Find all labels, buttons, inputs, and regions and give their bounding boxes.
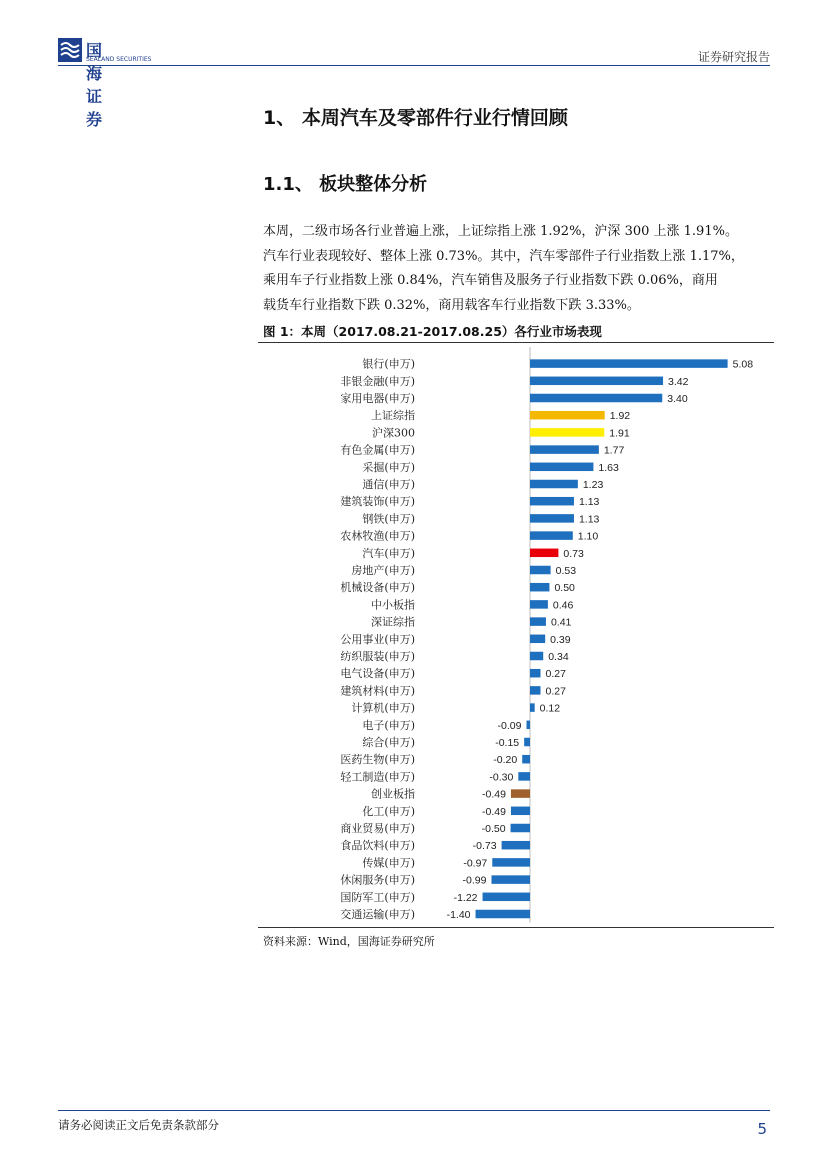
bar bbox=[483, 893, 530, 902]
category-label: 通信(申万) bbox=[362, 478, 415, 491]
industry-performance-chart bbox=[258, 345, 774, 925]
bar bbox=[530, 600, 548, 609]
category-label: 综合(申万) bbox=[362, 736, 415, 749]
data-label: 5.08 bbox=[732, 358, 754, 371]
figure-top-rule bbox=[258, 342, 774, 343]
category-label: 上证综指 bbox=[371, 409, 415, 423]
data-label: 0.27 bbox=[545, 668, 566, 681]
sealand-logo-icon bbox=[58, 38, 82, 62]
data-label: -0.20 bbox=[493, 754, 518, 767]
bar bbox=[530, 445, 599, 454]
bar bbox=[492, 858, 530, 867]
bar bbox=[511, 789, 530, 798]
bar bbox=[491, 875, 530, 884]
category-label: 医药生物(申万) bbox=[340, 753, 415, 767]
bar bbox=[530, 566, 551, 575]
data-label: -0.99 bbox=[462, 874, 487, 887]
bar bbox=[530, 583, 549, 592]
data-label: -1.40 bbox=[446, 909, 471, 921]
data-label: -0.73 bbox=[472, 840, 497, 853]
category-label: 非银金融(申万) bbox=[340, 374, 415, 388]
bar bbox=[511, 807, 530, 816]
bar bbox=[530, 394, 662, 403]
bar bbox=[530, 531, 573, 540]
paragraph-line: 汽车行业表现较好、整体上涨 0.73%。其中，汽车零部件子行业指数上涨 1.17%， bbox=[263, 248, 744, 264]
figure-source: 资料来源：Wind，国海证券研究所 bbox=[263, 935, 435, 948]
category-label: 中小板指 bbox=[371, 598, 415, 612]
figure-title: 图 1：本周（2017.08.21-2017.08.25）各行业市场表现 bbox=[263, 324, 602, 339]
bar bbox=[530, 377, 663, 386]
page-number: 5 bbox=[757, 1120, 767, 1138]
category-label: 银行(申万) bbox=[362, 357, 415, 371]
bar bbox=[530, 497, 574, 506]
category-label: 纺织服装(申万) bbox=[340, 650, 415, 663]
bar bbox=[530, 549, 558, 558]
paragraph-line: 乘用车子行业指数上涨 0.84%，汽车销售及服务子行业指数下跌 0.06%，商用 bbox=[263, 273, 718, 288]
bar bbox=[530, 359, 728, 368]
data-label: 0.27 bbox=[545, 685, 566, 698]
bar bbox=[476, 910, 530, 919]
report-type: 证券研究报告 bbox=[697, 50, 770, 64]
category-label: 轻工制造(申万) bbox=[340, 770, 415, 784]
data-label: -0.49 bbox=[482, 805, 506, 818]
data-label: 0.46 bbox=[552, 599, 574, 612]
bar bbox=[530, 669, 541, 678]
bar bbox=[530, 652, 543, 661]
data-label: 3.42 bbox=[668, 375, 689, 388]
bar bbox=[530, 411, 605, 420]
bar bbox=[530, 686, 541, 695]
category-label: 商业贸易(申万) bbox=[340, 822, 415, 835]
section-heading: 1、 本周汽车及零部件行业行情回顾 bbox=[263, 107, 568, 129]
bar bbox=[522, 755, 530, 764]
logo-text-cn: 国海证券 bbox=[86, 41, 104, 129]
category-label: 机械设备(申万) bbox=[340, 581, 415, 595]
footer-divider bbox=[58, 1110, 770, 1111]
category-label: 传媒(申万) bbox=[362, 856, 415, 870]
category-label: 国防军工(申万) bbox=[340, 890, 415, 904]
data-label: 0.73 bbox=[563, 547, 584, 560]
bar bbox=[526, 721, 530, 730]
category-label: 采掘(申万) bbox=[362, 460, 415, 474]
category-label: 建筑材料(申万) bbox=[340, 684, 415, 698]
data-label: 1.77 bbox=[603, 444, 625, 457]
data-label: 0.53 bbox=[555, 565, 577, 577]
disclaimer-note: 请务必阅读正文后免责条款部分 bbox=[58, 1118, 219, 1132]
data-label: 1.13 bbox=[578, 496, 600, 509]
paragraph-line: 载货车行业指数下跌 0.32%，商用载客车行业指数下跌 3.33%。 bbox=[263, 297, 640, 313]
data-label: 0.12 bbox=[539, 702, 561, 715]
bar bbox=[524, 738, 530, 747]
category-label: 电子(申万) bbox=[362, 718, 415, 732]
category-label: 汽车(申万) bbox=[362, 546, 415, 560]
logo-text-en: SEALAND SECURITIES bbox=[86, 56, 152, 63]
paragraph-line: 本周，二级市场各行业普遍上涨，上证综指上涨 1.92%，沪深 300 上涨 1.91%。 bbox=[263, 224, 738, 239]
data-label: 1.92 bbox=[609, 410, 631, 423]
data-label: 1.63 bbox=[598, 461, 619, 474]
data-label: -1.22 bbox=[453, 891, 478, 904]
data-label: -0.50 bbox=[481, 823, 506, 835]
data-label: 1.10 bbox=[577, 530, 599, 543]
bar bbox=[530, 480, 578, 489]
category-label: 沪深300 bbox=[372, 426, 415, 440]
data-label: -0.97 bbox=[463, 857, 488, 870]
category-label: 农林牧渔(申万) bbox=[340, 529, 415, 543]
bar bbox=[530, 635, 545, 644]
body-paragraph bbox=[263, 220, 771, 318]
data-label: 1.91 bbox=[609, 427, 630, 440]
bar bbox=[530, 703, 535, 712]
category-label: 深证综指 bbox=[371, 615, 415, 629]
category-label: 化工(申万) bbox=[362, 804, 415, 818]
bar bbox=[511, 824, 530, 833]
data-label: 0.34 bbox=[548, 651, 569, 663]
bar bbox=[530, 463, 593, 472]
bar bbox=[530, 514, 574, 523]
data-label: 0.50 bbox=[554, 582, 575, 595]
data-label: -0.49 bbox=[482, 788, 506, 801]
data-label: 1.23 bbox=[582, 479, 604, 491]
data-label: 3.40 bbox=[667, 393, 688, 405]
data-label: -0.15 bbox=[495, 737, 520, 749]
category-label: 交通运输(申万) bbox=[340, 908, 415, 921]
data-label: 0.39 bbox=[550, 633, 571, 646]
category-label: 家用电器(申万) bbox=[340, 392, 415, 405]
category-label: 计算机(申万) bbox=[351, 701, 415, 715]
category-label: 钢铁(申万) bbox=[362, 512, 415, 526]
category-label: 建筑装饰(申万) bbox=[340, 495, 415, 509]
data-label: -0.09 bbox=[497, 719, 522, 732]
header-divider bbox=[58, 65, 770, 66]
bar bbox=[530, 428, 604, 437]
category-label: 食品饮料(申万) bbox=[340, 839, 415, 853]
category-label: 房地产(申万) bbox=[351, 564, 415, 577]
data-label: -0.30 bbox=[489, 771, 514, 784]
bar bbox=[518, 772, 530, 781]
data-label: 0.41 bbox=[550, 616, 572, 629]
category-label: 有色金属(申万) bbox=[340, 443, 415, 457]
bar bbox=[502, 841, 530, 850]
bar bbox=[530, 617, 546, 626]
category-label: 公用事业(申万) bbox=[340, 632, 415, 646]
subsection-heading: 1.1、 板块整体分析 bbox=[263, 174, 428, 195]
category-label: 休闲服务(申万) bbox=[340, 873, 415, 887]
data-label: 1.13 bbox=[578, 513, 600, 526]
category-label: 创业板指 bbox=[371, 787, 415, 801]
figure-bottom-rule bbox=[258, 927, 774, 928]
category-label: 电气设备(申万) bbox=[340, 667, 415, 681]
